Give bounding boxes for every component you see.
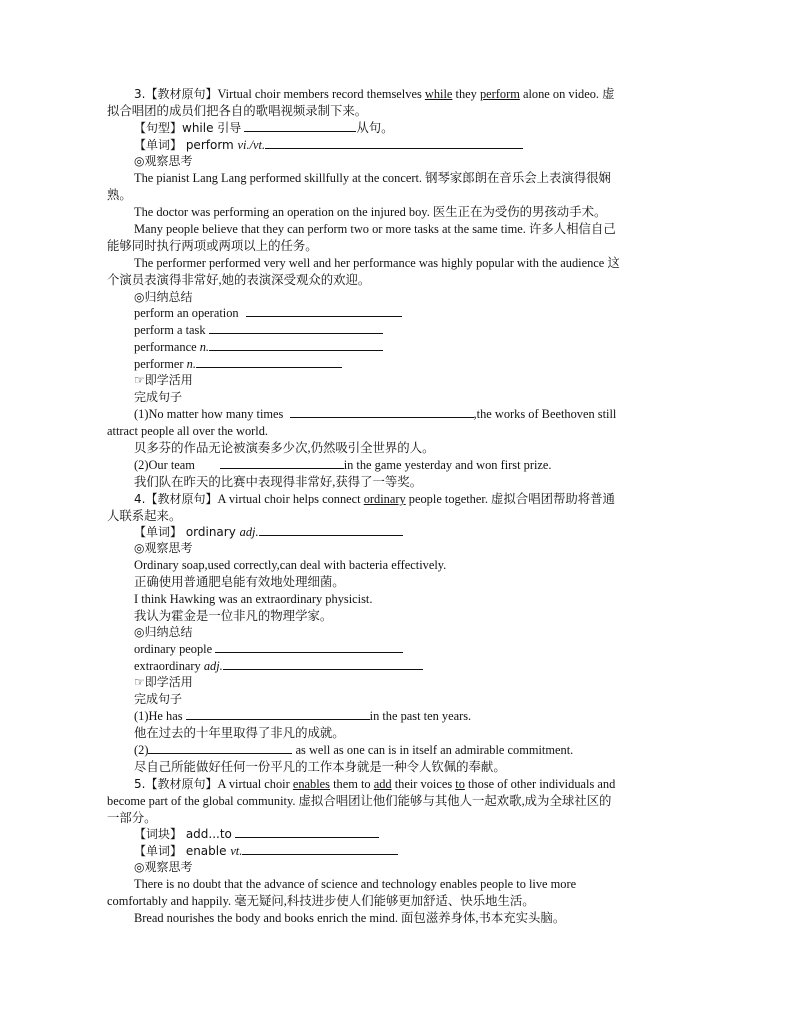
s3-q2-text-b: in the game yesterday and won first prize.: [343, 458, 552, 472]
s3-translation: 拟合唱团的成员们把各自的歌唱视频录制下来。: [107, 104, 368, 118]
s3-summary-2-text: perform a task: [134, 323, 206, 337]
s3-pattern-blank[interactable]: [244, 120, 356, 132]
s4-vocab-blank[interactable]: [259, 524, 403, 536]
s3-text: they: [452, 87, 480, 101]
s3-example-4: The performer performed very well and her performance was highly popular with the audience 这: [134, 256, 620, 270]
s3-summary-4: [134, 356, 714, 373]
s5-original-sentence-end: 一部分。: [107, 811, 157, 825]
s4-q1-text-b: in the past ten years.: [369, 709, 472, 723]
s3-summary-3-blank[interactable]: [209, 339, 383, 351]
s5-vocab-blank[interactable]: [242, 843, 398, 855]
s3-summary-heading: ◎归纳总结: [134, 290, 193, 304]
s5-vocab-pos: vt.: [230, 844, 243, 858]
s5-text: A virtual choir: [217, 777, 293, 791]
s4-summary-2-pos: adj.: [203, 659, 223, 673]
s4-question-2: [134, 742, 714, 759]
s4-summary-heading: ◎归纳总结: [134, 625, 193, 639]
s5-original-sentence: [134, 776, 714, 793]
s5-example-1-cont: comfortably and happily. 毫无疑问,科技进步使人们能够更加舒适、快乐地生活。: [107, 894, 535, 908]
s3-text: Virtual choir members record themselves: [217, 87, 425, 101]
s3-summary-1-blank[interactable]: [246, 305, 402, 317]
s5-heading: 5.【教材原句】: [134, 777, 218, 791]
s4-question-1-translation: 他在过去的十年里取得了非凡的成就。: [134, 726, 345, 740]
s4-example-2-translation: 我认为霍金是一位非凡的物理学家。: [134, 609, 333, 623]
s3-q2-blank[interactable]: [220, 457, 344, 469]
s3-example-1: The pianist Lang Lang performed skillfully at the concert. 钢琴家郎朗在音乐会上表演得很娴: [134, 171, 611, 185]
s3-question-1-cont: attract people all over the world.: [107, 424, 269, 438]
s5-chunk-blank[interactable]: [235, 826, 379, 838]
s4-practice-heading: ☞即学活用: [134, 675, 193, 689]
s5-underlined-add: add: [373, 777, 392, 791]
s4-summary-2: [134, 658, 714, 675]
s3-text: alone on video. 虚: [519, 87, 615, 101]
s3-underlined-while: while: [424, 87, 453, 101]
s5-text: them to: [329, 777, 374, 791]
s4-summary-1-blank[interactable]: [215, 641, 403, 653]
s5-chunk: [134, 826, 714, 843]
s3-summary-3-text: performance: [134, 340, 200, 354]
s3-heading: 3.【教材原句】: [134, 87, 218, 101]
s3-vocab-label: 【单词】 perform: [134, 138, 238, 152]
s4-observe-heading: ◎观察思考: [134, 541, 193, 555]
s3-summary-2-blank[interactable]: [209, 322, 383, 334]
s4-underlined-ordinary: ordinary: [363, 492, 406, 506]
s4-q1-text-a: (1)He has: [134, 709, 183, 723]
s3-q2-text-a: (2)Our team: [134, 458, 195, 472]
s4-summary-2-blank[interactable]: [223, 658, 423, 670]
s5-text: those of other individuals and: [464, 777, 616, 791]
s4-example-2: I think Hawking was an extraordinary physicist.: [134, 592, 373, 606]
s5-example-1: There is no doubt that the advance of science and technology enables people to live more: [134, 877, 577, 891]
s5-observe-heading: ◎观察思考: [134, 860, 193, 874]
s3-question-2: [134, 457, 714, 474]
s3-observe-heading: ◎观察思考: [134, 154, 193, 168]
s4-text: A virtual choir helps connect: [217, 492, 364, 506]
s4-text: people together. 虚拟合唱团帮助将普通: [405, 492, 615, 506]
s3-summary-4-text: performer: [134, 357, 187, 371]
s3-example-3: Many people believe that they can perform two or more tasks at the same time. 许多人相信自己: [134, 222, 616, 236]
s3-example-3-cont: 能够同时执行两项或两项以上的任务。: [107, 239, 318, 253]
s5-example-2: Bread nourishes the body and books enrich the mind. 面包滋养身体,书本充实头脑。: [134, 911, 566, 925]
s3-summary-2: [134, 322, 714, 339]
s4-heading: 4.【教材原句】: [134, 492, 218, 506]
s4-example-1: Ordinary soap,used correctly,can deal with bacteria effectively.: [134, 558, 447, 572]
s4-question-2-translation: 尽自己所能做好任何一份平凡的工作本身就是一种令人钦佩的奉献。: [134, 760, 506, 774]
s4-vocab: [134, 524, 714, 541]
s3-example-2: The doctor was performing an operation on the injured boy. 医生正在为受伤的男孩动手术。: [134, 205, 607, 219]
s4-summary-1: [134, 641, 714, 658]
s3-pattern: [134, 120, 714, 137]
s4-q1-blank[interactable]: [186, 708, 370, 720]
s4-vocab-label: 【单词】 ordinary: [134, 525, 240, 539]
s4-q2-text-b: as well as one can is in itself an admirable commitment.: [295, 743, 574, 757]
s4-summary-1-text: ordinary people: [134, 642, 213, 656]
s3-q1-text-a: (1)No matter how many times: [134, 407, 284, 421]
s3-vocab-blank[interactable]: [265, 137, 523, 149]
s5-original-sentence-cont: become part of the global community. 虚拟合唱团让他们能够与其他人一起欢歌,成为全球社区的: [107, 794, 612, 808]
s3-question-2-translation: 我们队在昨天的比赛中表现得非常好,获得了一等奖。: [134, 475, 423, 489]
s3-summary-1: [134, 305, 714, 322]
s4-example-1-translation: 正确使用普通肥皂能有效地处理细菌。: [134, 575, 345, 589]
s3-example-1-cont: 熟。: [107, 188, 132, 202]
s4-translation: 人联系起来。: [107, 509, 182, 523]
s4-vocab-pos: adj.: [239, 525, 259, 539]
s3-underlined-perform: perform: [479, 87, 520, 101]
s3-pattern-tail: 从句。: [356, 121, 394, 135]
s3-example-4-cont: 个演员表演得非常好,她的表演深受观众的欢迎。: [107, 273, 371, 287]
s4-q2-blank[interactable]: [148, 742, 292, 754]
s3-question-1-translation: 贝多芬的作品无论被演奏多少次,仍然吸引全世界的人。: [134, 441, 435, 455]
s4-summary-2-text: extraordinary: [134, 659, 204, 673]
s4-complete-heading: 完成句子: [134, 692, 183, 706]
s5-underlined-to: to: [455, 777, 465, 791]
s3-practice-heading: ☞即学活用: [134, 373, 193, 387]
s3-summary-3: [134, 339, 714, 356]
s4-question-1: [134, 708, 714, 725]
s3-summary-4-blank[interactable]: [196, 356, 342, 368]
s5-vocab-label: 【单词】 enable: [134, 844, 231, 858]
s5-vocab: [134, 843, 714, 860]
s3-complete-heading: 完成句子: [134, 390, 183, 404]
s3-summary-3-pos: n.: [199, 340, 209, 354]
s3-original-sentence: [134, 86, 714, 103]
s5-chunk-label: 【词块】 add...to: [134, 827, 232, 841]
s3-question-1: [134, 406, 714, 423]
s3-vocab-pos: vi./vt.: [237, 138, 266, 152]
s3-summary-1-text: perform an operation: [134, 306, 239, 320]
s3-q1-text-b: ,the works of Beethoven still: [473, 407, 617, 421]
s4-original-sentence: [134, 491, 714, 508]
s3-q1-blank[interactable]: [290, 406, 474, 418]
s3-vocab: [134, 137, 714, 154]
s3-summary-4-pos: n.: [186, 357, 196, 371]
s4-q2-text-a: (2): [134, 743, 149, 757]
s3-pattern-label: 【句型】while 引导: [134, 121, 242, 135]
s5-text: their voices: [391, 777, 456, 791]
s5-underlined-enables: enables: [292, 777, 330, 791]
